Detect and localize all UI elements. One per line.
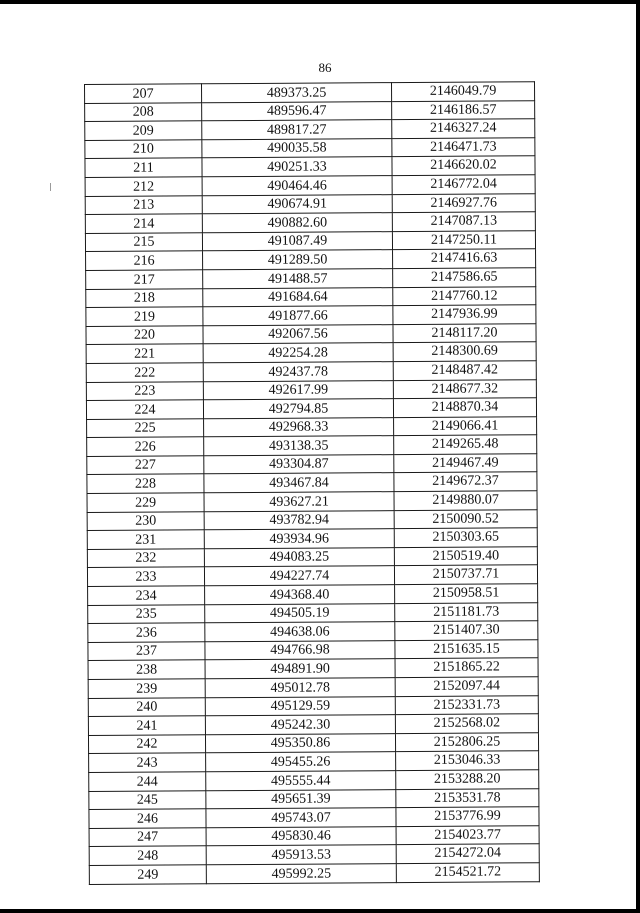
value-a-cell: 492067.56 bbox=[203, 324, 393, 344]
value-a-cell: 493138.35 bbox=[204, 436, 394, 456]
value-a-cell: 489817.27 bbox=[202, 120, 392, 140]
value-b-cell: 2146327.24 bbox=[392, 119, 535, 138]
value-a-cell: 495242.30 bbox=[205, 715, 395, 735]
value-a-cell: 492617.99 bbox=[203, 380, 393, 400]
coordinate-table bbox=[84, 81, 540, 884]
row-number-cell: 219 bbox=[86, 307, 203, 326]
row-number-cell: 212 bbox=[85, 177, 202, 196]
value-b-cell: 2152331.73 bbox=[395, 695, 538, 714]
value-b-cell: 2152568.02 bbox=[395, 714, 538, 733]
value-b-cell: 2147087.13 bbox=[392, 212, 535, 231]
row-number-cell: 222 bbox=[86, 363, 203, 382]
row-number-cell: 236 bbox=[88, 623, 205, 642]
value-b-cell: 2151181.73 bbox=[395, 602, 538, 621]
table-row bbox=[89, 863, 539, 884]
row-number-cell: 242 bbox=[88, 735, 205, 754]
scan-border-top bbox=[0, 0, 640, 4]
row-number-cell: 249 bbox=[89, 865, 206, 884]
row-number-cell: 238 bbox=[88, 660, 205, 679]
value-b-cell: 2149672.37 bbox=[394, 472, 537, 491]
value-a-cell: 493934.96 bbox=[204, 529, 394, 549]
coordinate-table-body bbox=[85, 82, 540, 884]
value-a-cell: 495129.59 bbox=[205, 696, 395, 716]
row-number-cell: 237 bbox=[88, 642, 205, 661]
row-number-cell: 234 bbox=[88, 586, 205, 605]
row-number-cell: 230 bbox=[87, 511, 204, 530]
value-b-cell: 2150958.51 bbox=[395, 584, 538, 603]
value-a-cell: 494505.19 bbox=[205, 603, 395, 623]
value-b-cell: 2150519.40 bbox=[394, 547, 537, 566]
row-number-cell: 233 bbox=[87, 567, 204, 586]
value-b-cell: 2154521.72 bbox=[396, 863, 539, 882]
value-b-cell: 2148677.32 bbox=[393, 379, 536, 398]
row-number-cell: 207 bbox=[85, 84, 202, 103]
value-a-cell: 495555.44 bbox=[206, 771, 396, 791]
value-a-cell: 490674.91 bbox=[202, 194, 392, 214]
value-b-cell: 2148300.69 bbox=[393, 342, 536, 361]
value-a-cell: 494227.74 bbox=[204, 566, 394, 586]
value-a-cell: 494891.90 bbox=[205, 659, 395, 679]
row-number-cell: 218 bbox=[86, 288, 203, 307]
value-a-cell: 490035.58 bbox=[202, 138, 392, 158]
value-a-cell: 489373.25 bbox=[202, 83, 392, 103]
row-number-cell: 208 bbox=[85, 102, 202, 121]
value-b-cell: 2152097.44 bbox=[395, 677, 538, 696]
row-number-cell: 246 bbox=[89, 809, 206, 828]
row-number-cell: 248 bbox=[89, 846, 206, 865]
row-number-cell: 225 bbox=[87, 418, 204, 437]
row-number-cell: 211 bbox=[85, 158, 202, 177]
row-number-cell: 229 bbox=[87, 493, 204, 512]
value-b-cell: 2146620.02 bbox=[392, 156, 535, 175]
value-a-cell: 493627.21 bbox=[204, 492, 394, 512]
value-b-cell: 2146927.76 bbox=[392, 193, 535, 212]
value-a-cell: 492437.78 bbox=[203, 362, 393, 382]
row-number-cell: 232 bbox=[87, 549, 204, 568]
value-a-cell: 494368.40 bbox=[205, 585, 395, 605]
row-number-cell: 235 bbox=[88, 604, 205, 623]
row-number-cell: 214 bbox=[85, 214, 202, 233]
value-a-cell: 491488.57 bbox=[203, 269, 393, 289]
value-b-cell: 2154272.04 bbox=[396, 844, 539, 863]
row-number-cell: 240 bbox=[88, 697, 205, 716]
value-a-cell: 491684.64 bbox=[203, 287, 393, 307]
value-a-cell: 495743.07 bbox=[206, 808, 396, 828]
row-number-cell: 220 bbox=[86, 325, 203, 344]
value-a-cell: 492794.85 bbox=[203, 399, 393, 419]
row-number-cell: 215 bbox=[85, 233, 202, 252]
row-number-cell: 217 bbox=[86, 270, 203, 289]
value-b-cell: 2150090.52 bbox=[394, 509, 537, 528]
value-b-cell: 2149265.48 bbox=[394, 435, 537, 454]
value-b-cell: 2149880.07 bbox=[394, 491, 537, 510]
row-number-cell: 231 bbox=[87, 530, 204, 549]
value-b-cell: 2150737.71 bbox=[394, 565, 537, 584]
value-b-cell: 2148117.20 bbox=[393, 323, 536, 342]
value-b-cell: 2153531.78 bbox=[396, 788, 539, 807]
row-number-cell: 210 bbox=[85, 140, 202, 159]
value-b-cell: 2147760.12 bbox=[393, 286, 536, 305]
value-b-cell: 2146471.73 bbox=[392, 138, 535, 157]
value-a-cell: 494083.25 bbox=[204, 547, 394, 567]
row-number-cell: 244 bbox=[89, 772, 206, 791]
row-number-cell: 227 bbox=[87, 456, 204, 475]
value-a-cell: 493782.94 bbox=[204, 510, 394, 530]
value-a-cell: 494638.06 bbox=[205, 622, 395, 642]
value-a-cell: 489596.47 bbox=[202, 101, 392, 121]
scan-border-right bbox=[636, 0, 640, 913]
value-b-cell: 2150303.65 bbox=[394, 528, 537, 547]
page-number: 86 bbox=[318, 60, 332, 75]
row-number-cell: 243 bbox=[89, 753, 206, 772]
value-b-cell: 2148487.42 bbox=[393, 361, 536, 380]
value-a-cell: 495651.39 bbox=[206, 789, 396, 809]
value-b-cell: 2151407.30 bbox=[395, 621, 538, 640]
row-number-cell: 213 bbox=[85, 195, 202, 214]
row-number-cell: 216 bbox=[86, 251, 203, 270]
row-number-cell: 221 bbox=[86, 344, 203, 363]
value-b-cell: 2148870.34 bbox=[393, 398, 536, 417]
row-number-cell: 247 bbox=[89, 828, 206, 847]
value-a-cell: 493467.84 bbox=[204, 473, 394, 493]
value-b-cell: 2147250.11 bbox=[392, 230, 535, 249]
value-a-cell: 495913.53 bbox=[206, 845, 396, 865]
row-number-cell: 223 bbox=[86, 381, 203, 400]
row-number-cell: 224 bbox=[86, 400, 203, 419]
value-b-cell: 2154023.77 bbox=[396, 825, 539, 844]
value-b-cell: 2146049.79 bbox=[391, 82, 534, 101]
row-number-cell: 209 bbox=[85, 121, 202, 140]
value-a-cell: 494766.98 bbox=[205, 640, 395, 660]
value-b-cell: 2151865.22 bbox=[395, 658, 538, 677]
row-number-cell: 239 bbox=[88, 679, 205, 698]
value-b-cell: 2146772.04 bbox=[392, 175, 535, 194]
value-b-cell: 2147936.99 bbox=[393, 305, 536, 324]
value-b-cell: 2151635.15 bbox=[395, 640, 538, 659]
value-b-cell: 2147416.63 bbox=[393, 249, 536, 268]
value-b-cell: 2147586.65 bbox=[393, 268, 536, 287]
value-a-cell: 491877.66 bbox=[203, 306, 393, 326]
value-a-cell: 490251.33 bbox=[202, 157, 392, 177]
margin-mark bbox=[50, 183, 51, 191]
value-b-cell: 2149467.49 bbox=[394, 454, 537, 473]
value-a-cell: 495992.25 bbox=[206, 864, 396, 884]
value-a-cell: 492968.33 bbox=[204, 417, 394, 437]
value-a-cell: 491087.49 bbox=[202, 231, 392, 251]
value-a-cell: 495455.26 bbox=[206, 752, 396, 772]
value-b-cell: 2149066.41 bbox=[394, 416, 537, 435]
value-a-cell: 490882.60 bbox=[202, 213, 392, 233]
row-number-cell: 228 bbox=[87, 474, 204, 493]
scan-border-bottom bbox=[0, 909, 640, 913]
value-a-cell: 493304.87 bbox=[204, 454, 394, 474]
value-b-cell: 2153776.99 bbox=[396, 807, 539, 826]
value-a-cell: 490464.46 bbox=[202, 176, 392, 196]
value-b-cell: 2153288.20 bbox=[396, 770, 539, 789]
value-a-cell: 495830.46 bbox=[206, 826, 396, 846]
value-b-cell: 2146186.57 bbox=[392, 100, 535, 119]
value-a-cell: 492254.28 bbox=[203, 343, 393, 363]
value-a-cell: 491289.50 bbox=[203, 250, 393, 270]
value-a-cell: 495012.78 bbox=[205, 678, 395, 698]
row-number-cell: 226 bbox=[87, 437, 204, 456]
value-a-cell: 495350.86 bbox=[205, 733, 395, 753]
value-b-cell: 2152806.25 bbox=[395, 733, 538, 752]
row-number-cell: 245 bbox=[89, 790, 206, 809]
row-number-cell: 241 bbox=[88, 716, 205, 735]
value-b-cell: 2153046.33 bbox=[396, 751, 539, 770]
